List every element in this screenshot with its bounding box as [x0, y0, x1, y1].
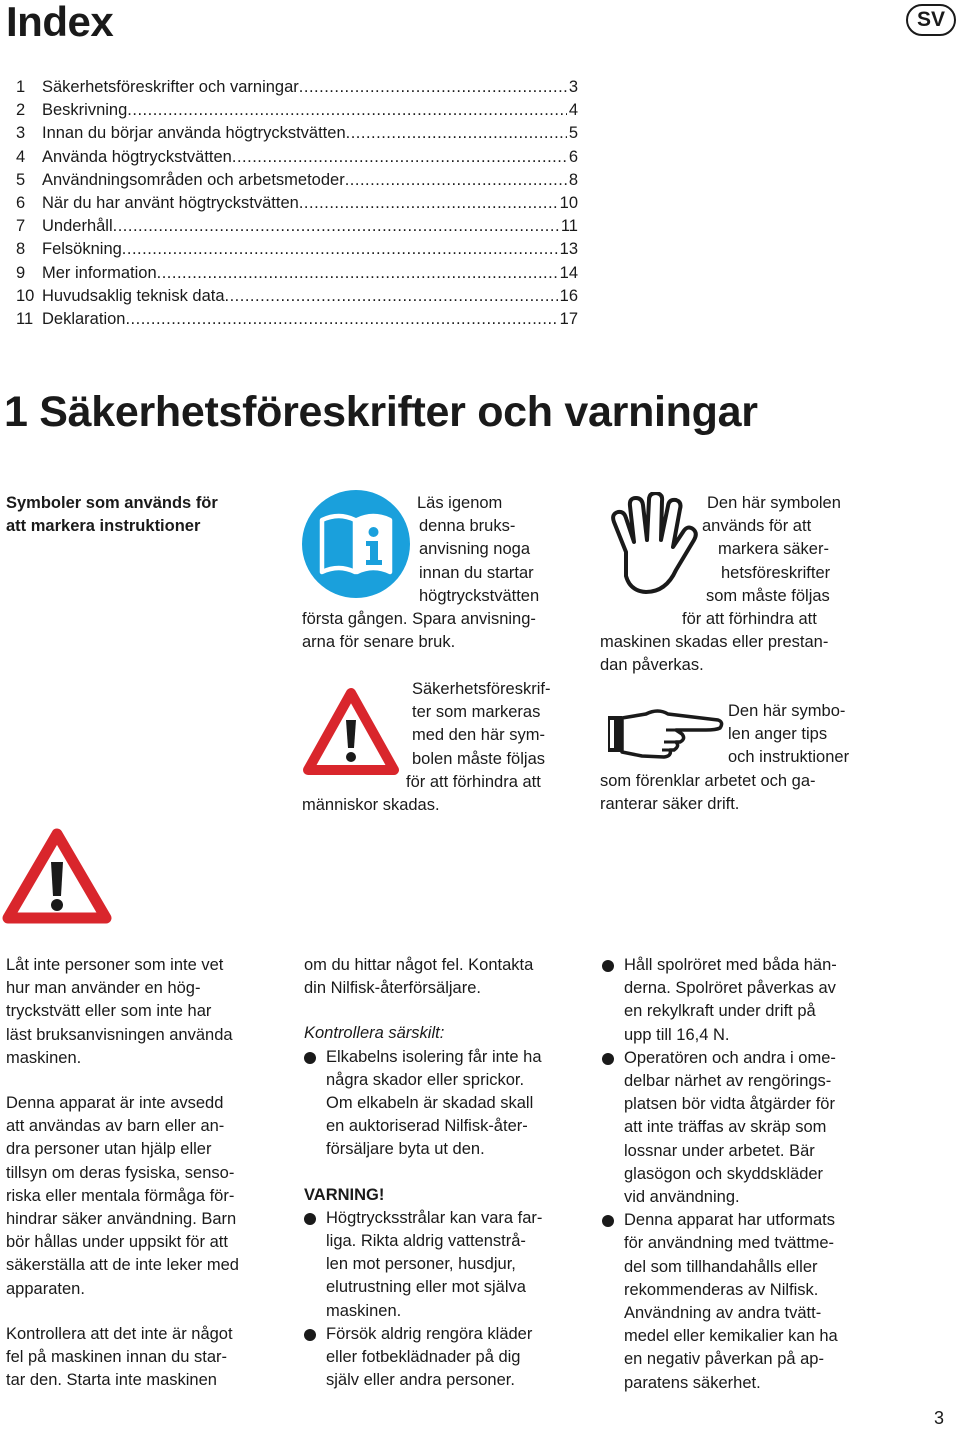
toc-page-number: 8 — [568, 170, 578, 189]
bullet-dot — [304, 1329, 316, 1341]
text-line: Säkerhetsföreskrif- — [412, 680, 551, 698]
text-line: används för att — [702, 517, 812, 536]
text-line: säkerställa att de inte leker med — [6, 1256, 239, 1275]
toc-leader-dots — [122, 238, 558, 261]
text-line: del som tillhandahålls eller — [624, 1257, 818, 1276]
text-line: för att förhindra att — [406, 772, 541, 791]
check-heading: Kontrollera särskilt: — [304, 1024, 445, 1043]
text-line: att användas av barn eller an- — [6, 1117, 225, 1136]
toc-title: Beskrivning — [42, 101, 128, 120]
toc-number: 7 — [16, 217, 26, 236]
text-line: innan du startar — [419, 563, 534, 582]
body-column-3 — [602, 954, 902, 1395]
text-line: len mot personer, husdjur, — [326, 1255, 516, 1274]
bullet-item — [602, 1209, 902, 1395]
paragraph — [6, 1323, 286, 1393]
text-line: Denna apparat har utformats — [624, 1211, 835, 1230]
toc-number: 9 — [16, 263, 26, 282]
text-line: din Nilfisk-återförsäljare. — [304, 979, 481, 998]
toc-number: 10 — [16, 286, 35, 305]
toc-number: 6 — [16, 193, 26, 212]
text-line: Elkabelns isolering får inte ha — [326, 1047, 542, 1066]
toc-page-number: 13 — [559, 240, 578, 259]
toc-number: 11 — [16, 309, 34, 328]
symbols-label-line: att markera instruktioner — [6, 517, 201, 535]
text-line: medel eller kemikalier kan ha — [624, 1327, 838, 1346]
toc-title: Mer information — [42, 263, 157, 282]
text-line: om du hittar något fel. Kontakta — [304, 956, 534, 974]
text-line: Högtrycksstrålar kan vara far- — [326, 1208, 543, 1227]
text-line: Denna apparat är inte avsedd — [6, 1094, 224, 1113]
hand-symbol-text — [600, 492, 900, 678]
toc-title: Huvudsaklig teknisk data — [42, 286, 225, 305]
text-line: arna för senare bruk. — [302, 633, 456, 652]
toc-entry[interactable] — [16, 122, 578, 145]
toc-leader-dots — [299, 192, 558, 215]
text-line: hetsföreskrifter — [721, 563, 831, 582]
toc-leader-dots — [127, 99, 567, 122]
text-line: derna. Spolröret påverkas av — [624, 979, 836, 998]
toc-leader-dots — [346, 122, 567, 145]
toc-number: 3 — [16, 124, 26, 143]
toc-entry[interactable] — [16, 285, 578, 308]
bullet-item — [304, 1323, 594, 1393]
text-line: för att förhindra att — [682, 610, 817, 629]
text-line: maskinen. — [326, 1301, 402, 1320]
text-line: själv eller andra personer. — [326, 1371, 515, 1390]
text-line: människor skadas. — [302, 796, 440, 815]
page-number: 3 — [934, 1408, 945, 1428]
section-heading: 1 Säkerhetsföreskrifter och varningar — [4, 388, 758, 436]
text-line: anvisning noga — [419, 540, 531, 559]
toc-title: Deklaration — [42, 309, 126, 328]
toc-entry[interactable] — [16, 262, 578, 285]
text-line: liga. Rikta aldrig vattenstrå- — [326, 1232, 526, 1251]
text-line: len anger tips — [728, 725, 828, 744]
text-line: högtryckstvätten — [419, 586, 540, 605]
text-line: Försök aldrig rengöra kläder — [326, 1324, 533, 1343]
text-line: en negativ påverkan på ap- — [624, 1350, 824, 1369]
text-line: en rekylkraft under drift på — [624, 1002, 816, 1021]
text-line: fel på maskinen innan du star- — [6, 1348, 228, 1367]
toc-page-number: 16 — [559, 286, 578, 305]
text-line: markera säker- — [718, 540, 829, 559]
paragraph — [6, 954, 286, 1070]
bullet-dot — [602, 1215, 614, 1227]
text-line: Kontrollera att det inte är något — [6, 1324, 233, 1343]
bullet-item — [304, 1046, 594, 1162]
body-column-2 — [304, 954, 594, 1392]
symbols-label-line: Symboler som används för — [6, 494, 218, 512]
text-line: tillsyn om deras fysiska, senso- — [6, 1163, 235, 1182]
toc-leader-dots — [299, 76, 567, 99]
toc-leader-dots — [232, 146, 567, 169]
text-line: rekommenderas av Nilfisk. — [624, 1280, 819, 1299]
toc-entry[interactable] — [16, 238, 578, 261]
text-line: några skador eller sprickor. — [326, 1070, 525, 1089]
text-line: glasögon och skyddskläder — [624, 1164, 824, 1183]
text-line: bolen måste följas — [412, 749, 545, 768]
text-line: vid användning. — [624, 1188, 740, 1207]
text-line: försäljare byta ut den. — [326, 1140, 485, 1159]
text-line: Den här symbolen — [707, 494, 841, 512]
paragraph — [6, 1092, 286, 1301]
paragraph — [304, 954, 594, 1000]
text-line: för användning med tvättme- — [624, 1234, 835, 1253]
text-line: Användning av andra tvätt- — [624, 1304, 822, 1323]
toc-leader-dots — [157, 262, 558, 285]
text-line: maskinen skadas eller prestan- — [600, 633, 829, 652]
text-line: hur man använder en hög- — [6, 979, 201, 998]
text-line: ranterar säker drift. — [600, 794, 740, 813]
text-line: ter som markeras — [412, 703, 541, 722]
text-line: Låt inte personer som inte vet — [6, 956, 224, 974]
toc-page-number: 10 — [559, 193, 578, 212]
language-badge: SV — [906, 4, 956, 36]
toc-entry[interactable] — [16, 215, 578, 238]
text-line: Operatören och andra i ome- — [624, 1048, 836, 1067]
text-line: Läs igenom — [417, 494, 503, 512]
text-line: och instruktioner — [728, 748, 850, 767]
body-column-1 — [6, 954, 286, 1392]
text-line: Om elkabeln är skadad skall — [326, 1094, 534, 1113]
toc-title: Underhåll — [42, 217, 113, 236]
bullet-dot — [304, 1213, 316, 1225]
text-line: Den här symbo- — [728, 702, 846, 720]
toc-number: 8 — [16, 240, 26, 259]
toc-entry[interactable] — [16, 192, 578, 215]
toc-page-number: 5 — [568, 124, 578, 143]
text-line: dra personer utan hjälp eller — [6, 1140, 212, 1159]
text-line: upp till 16,4 N. — [624, 1025, 730, 1044]
warning-triangle-icon — [2, 826, 112, 924]
bullet-dot — [304, 1052, 316, 1064]
text-line: riska eller mentala förmåga för- — [6, 1186, 235, 1205]
text-line: en auktoriserad Nilfisk-åter- — [326, 1117, 528, 1136]
toc-leader-dots — [345, 169, 567, 192]
toc-entry[interactable] — [16, 146, 578, 169]
text-line: Håll spolröret med båda hän- — [624, 956, 837, 974]
toc-leader-dots — [113, 215, 559, 238]
page-title: Index — [6, 0, 114, 45]
toc-page-number: 11 — [560, 217, 578, 236]
toc-title: Innan du börjar använda högtryckstvätten — [42, 124, 346, 143]
bullet-item — [304, 1207, 594, 1323]
toc-title: Användningsområden och arbetsmetoder — [42, 170, 345, 189]
toc-title: När du har använt högtryckstvätten — [42, 193, 299, 212]
text-line: första gången. Spara anvisning- — [302, 610, 536, 629]
text-line: som måste följas — [706, 586, 830, 605]
table-of-contents — [16, 76, 578, 331]
text-line: som förenklar arbetet och ga- — [600, 771, 816, 790]
toc-page-number: 17 — [559, 309, 578, 328]
symbols-label — [6, 492, 266, 538]
text-line: att inte träffas av skräp som — [624, 1118, 827, 1137]
toc-number: 4 — [16, 147, 26, 166]
text-line: eller fotbeklädnader på dig — [326, 1348, 521, 1367]
toc-page-number: 14 — [559, 263, 578, 282]
manual-symbol-text — [302, 492, 602, 654]
toc-entry[interactable] — [16, 308, 578, 331]
text-line: paratens säkerhet. — [624, 1373, 761, 1392]
text-line: platsen bör vidta åtgärder för — [624, 1095, 835, 1114]
toc-entry[interactable] — [16, 99, 578, 122]
text-line: maskinen. — [6, 1048, 82, 1067]
toc-page-number: 6 — [568, 147, 578, 166]
text-line: denna bruks- — [419, 517, 516, 536]
toc-leader-dots — [125, 308, 557, 331]
pointer-symbol-text — [600, 700, 900, 816]
text-line: läst bruksanvisningen använda — [6, 1025, 233, 1044]
bullet-dot — [602, 1053, 614, 1065]
text-line: dan påverkas. — [600, 656, 704, 675]
toc-title: Felsökning — [42, 240, 122, 259]
bullet-item — [602, 1047, 902, 1209]
toc-entry[interactable] — [16, 169, 578, 192]
bullet-item — [602, 954, 902, 1047]
text-line: elutrustning eller mot själva — [326, 1278, 526, 1297]
toc-title: Säkerhetsföreskrifter och varningar — [42, 78, 299, 96]
text-line: tryckstvätt eller som inte har — [6, 1002, 212, 1021]
text-line: delbar närhet av rengörings- — [624, 1072, 832, 1091]
text-line: apparaten. — [6, 1279, 85, 1298]
toc-page-number: 3 — [568, 78, 578, 96]
text-line: lossnar under arbetet. Bär — [624, 1141, 815, 1160]
bullet-dot — [602, 960, 614, 972]
toc-number: 1 — [16, 78, 26, 96]
toc-leader-dots — [225, 285, 558, 308]
toc-title: Använda högtryckstvätten — [42, 147, 232, 166]
text-line: tar den. Starta inte maskinen — [6, 1371, 217, 1390]
text-line: bör hållas under uppsikt för att — [6, 1233, 228, 1252]
toc-number: 5 — [16, 170, 26, 189]
text-line: med den här sym- — [412, 726, 545, 745]
text-line: hindrar säker användning. Barn — [6, 1210, 237, 1229]
toc-entry[interactable] — [16, 76, 578, 99]
toc-page-number: 4 — [568, 101, 578, 120]
toc-number: 2 — [16, 101, 26, 120]
warning-symbol-text — [302, 678, 602, 817]
warning-heading: VARNING! — [304, 1185, 385, 1204]
